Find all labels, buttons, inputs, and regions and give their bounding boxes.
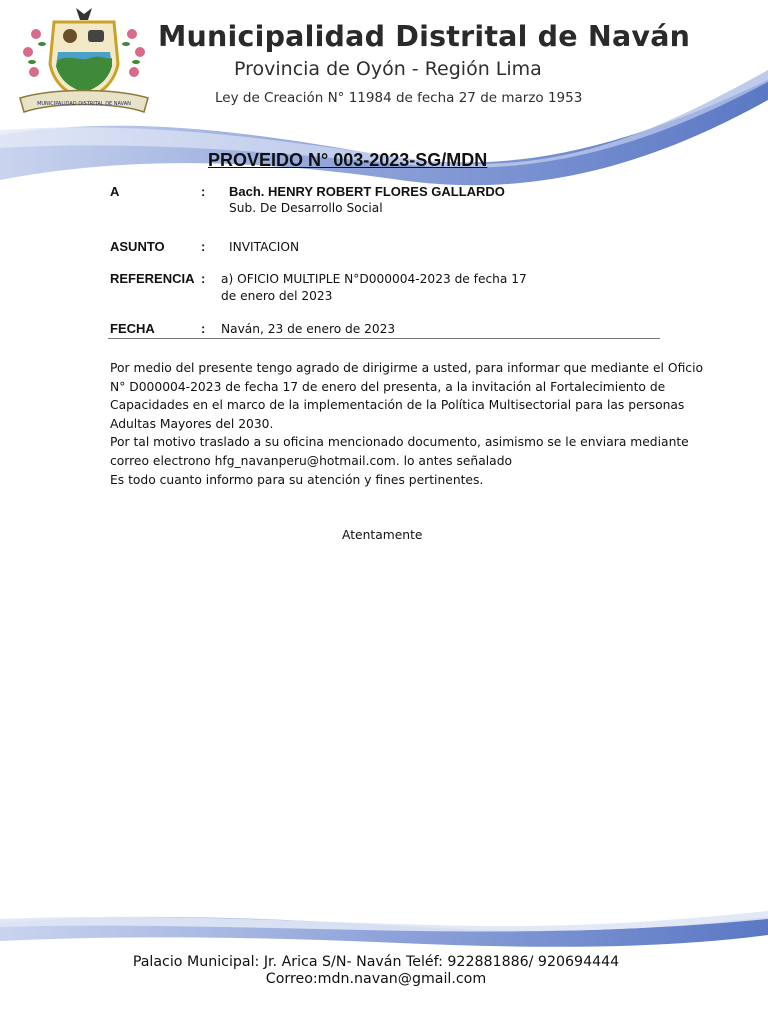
creation-law: Ley de Creación N° 11984 de fecha 27 de marzo 1953 — [215, 90, 583, 106]
subject-label: ASUNTO — [110, 239, 165, 254]
to-name: Bach. HENRY ROBERT FLORES GALLARDO — [229, 184, 505, 199]
to-office: Sub. De Desarrollo Social — [229, 201, 383, 215]
body-line: Capacidades en el marco de la implementación de la Política Multisectorial para las personas — [110, 398, 685, 413]
body-line: Adultas Mayores del 2030. — [110, 416, 274, 431]
date-label: FECHA — [110, 321, 155, 336]
body-line: Por tal motivo traslado a su oficina mencionado documento, asimismo se le enviara mediante — [110, 435, 689, 450]
footer-address: Palacio Municipal: Jr. Arica S/N- Naván Teléf: 922881886/ 920694444 — [132, 954, 620, 970]
reference-line-2: de enero del 2023 — [221, 289, 333, 303]
province-subtitle: Provincia de Oyón - Región Lima — [234, 58, 542, 80]
crest-banner-text: MUNICIPALIDAD DISTRITAL DE NAVAN — [37, 101, 131, 107]
date-value: Naván, 23 de enero de 2023 — [221, 322, 396, 336]
reference-line-1: a) OFICIO MULTIPLE N°D000004-2023 de fecha 17 — [221, 272, 527, 286]
closing-text: Atentamente — [342, 528, 423, 542]
header-divider — [108, 338, 660, 339]
municipality-title: Municipalidad Distrital de Naván — [158, 20, 691, 53]
body-line: N° D000004-2023 de fecha 17 de enero del presenta, a la invitación al Fortalecimiento de — [110, 379, 666, 394]
body-line: correo electrono hfg_navanperu@hotmail.com. lo antes señalado — [110, 453, 513, 468]
subject-colon: : — [201, 239, 206, 254]
to-colon: : — [201, 184, 206, 199]
to-label: A — [110, 184, 120, 199]
footer-email: Correo:mdn.navan@gmail.com — [265, 971, 487, 987]
subject-value: INVITACION — [229, 240, 300, 254]
municipal-crest-icon — [14, 4, 154, 122]
date-colon: : — [201, 321, 206, 336]
reference-colon: : — [201, 271, 206, 286]
document-title: PROVEIDO N° 003-2023-SG/MDN — [208, 150, 488, 170]
body-line: Por medio del presente tengo agrado de dirigirme a usted, para informar que mediante el Oficio — [110, 361, 704, 375]
reference-label: REFERENCIA — [110, 271, 195, 286]
body-text — [110, 359, 722, 489]
footer-wave — [0, 905, 768, 955]
body-line: Es todo cuanto informo para su atención y fines pertinentes. — [110, 472, 484, 487]
